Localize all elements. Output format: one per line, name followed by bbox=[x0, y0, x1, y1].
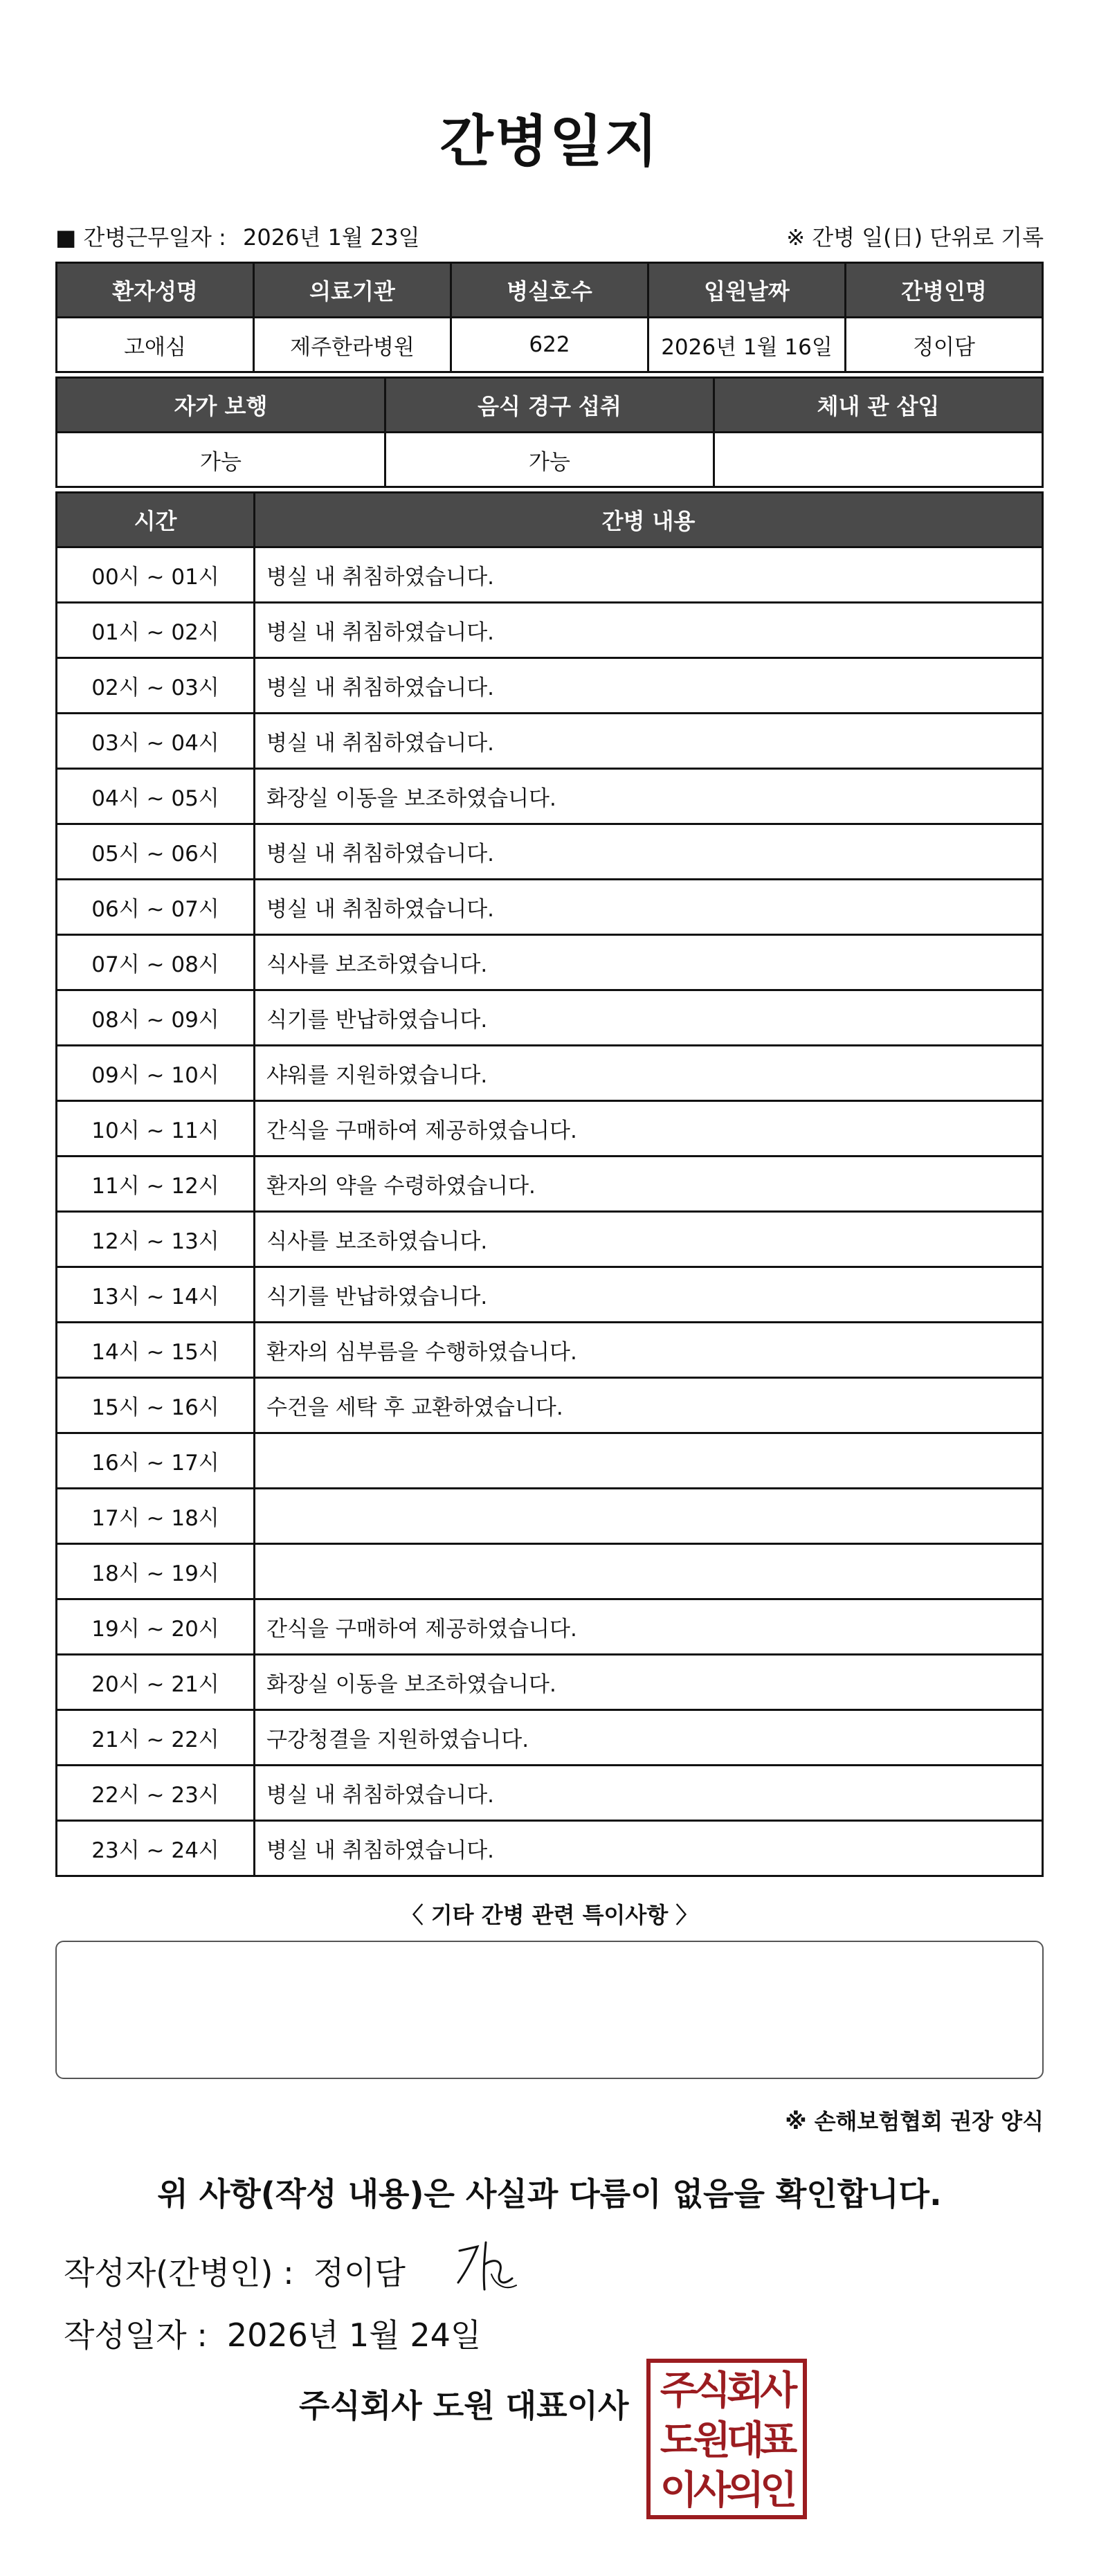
care-log-table bbox=[55, 491, 1044, 1877]
row-time: 16시 ~ 17시 bbox=[57, 1433, 255, 1489]
header-care-content: 간병 내용 bbox=[255, 493, 1043, 547]
table-row bbox=[57, 714, 1043, 769]
header-patient-name: 환자성명 bbox=[57, 263, 254, 318]
row-time: 14시 ~ 15시 bbox=[57, 1323, 255, 1378]
written-date-line bbox=[64, 2310, 481, 2356]
stamp-line-1: 주식회사 bbox=[660, 2368, 794, 2413]
row-time: 08시 ~ 09시 bbox=[57, 990, 255, 1046]
header-room-number: 병실호수 bbox=[451, 263, 648, 318]
care-log-header-row bbox=[57, 493, 1043, 547]
row-care-content: 간식을 구매하여 제공하였습니다. bbox=[255, 1599, 1043, 1655]
row-time: 20시 ~ 21시 bbox=[57, 1655, 255, 1710]
header-time: 시간 bbox=[57, 493, 255, 547]
stamp-line-2: 도원대표 bbox=[660, 2418, 794, 2463]
row-time: 19시 ~ 20시 bbox=[57, 1599, 255, 1655]
row-care-content: 식기를 반납하였습니다. bbox=[255, 1267, 1043, 1323]
company-name: 주식회사 도원 대표이사 bbox=[299, 2387, 629, 2424]
row-care-content bbox=[255, 1544, 1043, 1599]
row-care-content: 화장실 이동을 보조하였습니다. bbox=[255, 769, 1043, 824]
row-care-content: 식사를 보조하였습니다. bbox=[255, 935, 1043, 990]
row-care-content: 간식을 구매하여 제공하였습니다. bbox=[255, 1101, 1043, 1157]
table-row bbox=[57, 1489, 1043, 1544]
unit-note: ※ 간병 일(日) 단위로 기록 bbox=[786, 224, 1044, 251]
patient-status-table bbox=[55, 377, 1044, 488]
header-oral-intake: 음식 경구 섭취 bbox=[385, 378, 714, 433]
row-care-content: 병실 내 취침하였습니다. bbox=[255, 658, 1043, 714]
table-row bbox=[57, 1212, 1043, 1267]
row-care-content: 구강청결을 지원하였습니다. bbox=[255, 1710, 1043, 1766]
row-care-content: 병실 내 취침하였습니다. bbox=[255, 714, 1043, 769]
row-time: 09시 ~ 10시 bbox=[57, 1046, 255, 1101]
row-time: 21시 ~ 22시 bbox=[57, 1710, 255, 1766]
header-caregiver-name: 간병인명 bbox=[846, 263, 1043, 318]
table-row bbox=[57, 1544, 1043, 1599]
confirm-statement: 위 사항(작성 내용)은 사실과 다름이 없음을 확인합니다. bbox=[157, 2175, 942, 2213]
patient-info-table bbox=[55, 262, 1044, 373]
header-hospital: 의료기관 bbox=[254, 263, 451, 318]
row-time: 10시 ~ 11시 bbox=[57, 1101, 255, 1157]
header-tube-insertion: 체내 관 삽입 bbox=[714, 378, 1043, 433]
remarks-title: 〈 기타 간병 관련 특이사항 〉 bbox=[401, 1902, 698, 1928]
row-time: 05시 ~ 06시 bbox=[57, 824, 255, 880]
written-date-label: 작성일자 : bbox=[64, 2316, 208, 2354]
written-date-value: 2026년 1월 24일 bbox=[226, 2316, 482, 2354]
row-time: 01시 ~ 02시 bbox=[57, 603, 255, 658]
writer-name: 정이담 bbox=[313, 2254, 406, 2292]
row-care-content: 병실 내 취침하였습니다. bbox=[255, 824, 1043, 880]
writer-label: 작성자(간병인) : bbox=[64, 2254, 294, 2292]
row-care-content: 수건을 세탁 후 교환하였습니다. bbox=[255, 1378, 1043, 1433]
row-care-content: 병실 내 취침하였습니다. bbox=[255, 880, 1043, 935]
table-row bbox=[57, 769, 1043, 824]
row-care-content: 환자의 심부름을 수행하였습니다. bbox=[255, 1323, 1043, 1378]
patient-info-header-row bbox=[57, 263, 1043, 318]
row-time: 23시 ~ 24시 bbox=[57, 1821, 255, 1876]
value-caregiver-name: 정이담 bbox=[846, 318, 1043, 372]
work-date bbox=[55, 220, 420, 252]
value-hospital: 제주한라병원 bbox=[254, 318, 451, 372]
table-row bbox=[57, 1710, 1043, 1766]
row-time: 18시 ~ 19시 bbox=[57, 1544, 255, 1599]
row-care-content: 식기를 반납하였습니다. bbox=[255, 990, 1043, 1046]
work-date-label: ■ 간병근무일자 : bbox=[55, 224, 226, 251]
row-time: 15시 ~ 16시 bbox=[57, 1378, 255, 1433]
work-date-value: 2026년 1월 23일 bbox=[243, 224, 420, 251]
header-self-walking: 자가 보행 bbox=[57, 378, 385, 433]
table-row bbox=[57, 1101, 1043, 1157]
row-care-content: 식사를 보조하였습니다. bbox=[255, 1212, 1043, 1267]
row-care-content bbox=[255, 1433, 1043, 1489]
table-row bbox=[57, 1821, 1043, 1876]
table-row bbox=[57, 1599, 1043, 1655]
recommend-note: ※ 손해보험협회 권장 양식 bbox=[785, 2108, 1044, 2134]
row-time: 22시 ~ 23시 bbox=[57, 1766, 255, 1821]
row-time: 13시 ~ 14시 bbox=[57, 1267, 255, 1323]
row-time: 00시 ~ 01시 bbox=[57, 547, 255, 603]
table-row bbox=[57, 1323, 1043, 1378]
row-care-content: 병실 내 취침하였습니다. bbox=[255, 547, 1043, 603]
care-log-body bbox=[57, 547, 1043, 1876]
row-time: 12시 ~ 13시 bbox=[57, 1212, 255, 1267]
company-seal-stamp bbox=[646, 2359, 807, 2519]
stamp-line-3: 이사의인 bbox=[660, 2467, 794, 2513]
row-care-content: 샤워를 지원하였습니다. bbox=[255, 1046, 1043, 1101]
patient-info-value-row bbox=[57, 318, 1043, 372]
value-oral-intake: 가능 bbox=[385, 433, 714, 487]
table-row bbox=[57, 1046, 1043, 1101]
row-time: 04시 ~ 05시 bbox=[57, 769, 255, 824]
row-care-content: 화장실 이동을 보조하였습니다. bbox=[255, 1655, 1043, 1710]
table-row bbox=[57, 990, 1043, 1046]
row-time: 03시 ~ 04시 bbox=[57, 714, 255, 769]
row-time: 07시 ~ 08시 bbox=[57, 935, 255, 990]
row-time: 11시 ~ 12시 bbox=[57, 1157, 255, 1212]
table-row bbox=[57, 1433, 1043, 1489]
table-row bbox=[57, 658, 1043, 714]
value-tube-insertion bbox=[714, 433, 1043, 487]
table-row bbox=[57, 824, 1043, 880]
remarks-box bbox=[55, 1941, 1044, 2079]
row-care-content: 병실 내 취침하였습니다. bbox=[255, 1766, 1043, 1821]
table-row bbox=[57, 547, 1043, 603]
table-row bbox=[57, 1655, 1043, 1710]
row-time: 17시 ~ 18시 bbox=[57, 1489, 255, 1544]
patient-status-header-row bbox=[57, 378, 1043, 433]
table-row bbox=[57, 1766, 1043, 1821]
patient-status-value-row bbox=[57, 433, 1043, 487]
row-time: 06시 ~ 07시 bbox=[57, 880, 255, 935]
table-row bbox=[57, 1157, 1043, 1212]
value-room-number: 622 bbox=[451, 318, 648, 372]
value-admission-date: 2026년 1월 16일 bbox=[648, 318, 846, 372]
table-row bbox=[57, 603, 1043, 658]
row-care-content: 환자의 약을 수령하였습니다. bbox=[255, 1157, 1043, 1212]
row-time: 02시 ~ 03시 bbox=[57, 658, 255, 714]
table-row bbox=[57, 935, 1043, 990]
row-care-content: 병실 내 취침하였습니다. bbox=[255, 603, 1043, 658]
row-care-content bbox=[255, 1489, 1043, 1544]
writer-line bbox=[64, 2248, 406, 2294]
header-admission-date: 입원날짜 bbox=[648, 263, 846, 318]
value-patient-name: 고애심 bbox=[57, 318, 254, 372]
value-self-walking: 가능 bbox=[57, 433, 385, 487]
signature-mark bbox=[454, 2237, 520, 2295]
page-title: 간병일지 bbox=[439, 109, 660, 174]
row-care-content: 병실 내 취침하였습니다. bbox=[255, 1821, 1043, 1876]
table-row bbox=[57, 880, 1043, 935]
table-row bbox=[57, 1378, 1043, 1433]
table-row bbox=[57, 1267, 1043, 1323]
